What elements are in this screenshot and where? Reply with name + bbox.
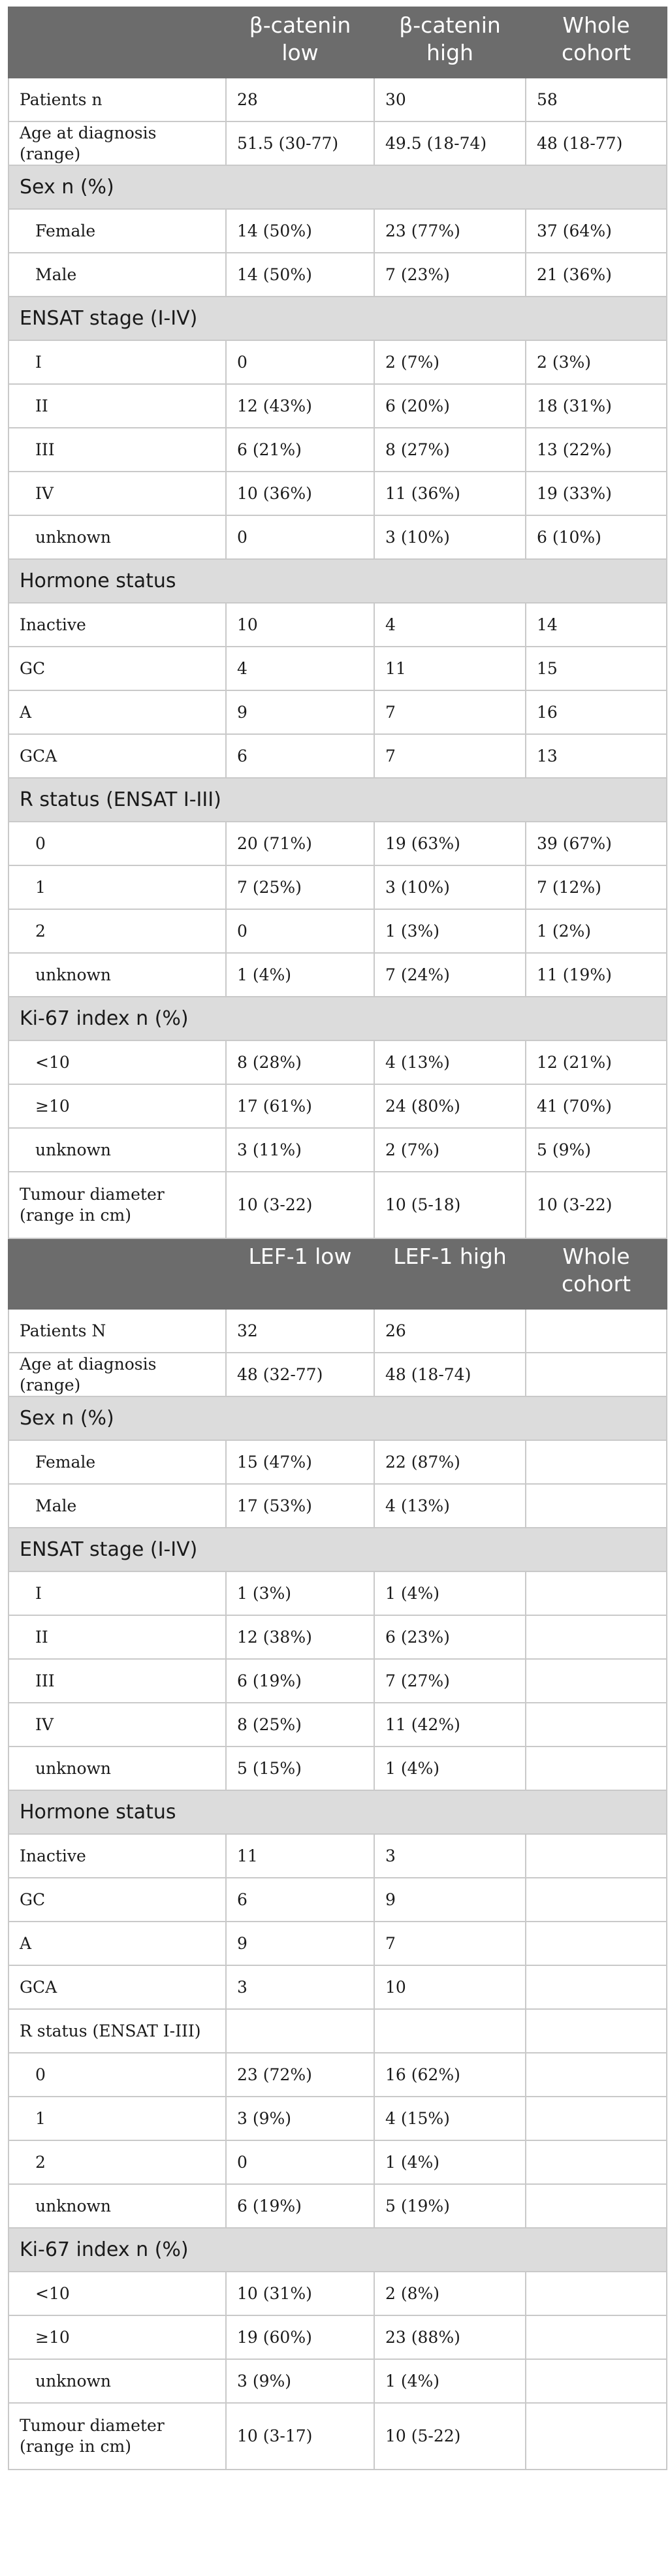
table2-section-row [8, 1396, 667, 1440]
row-label: unknown [8, 1128, 226, 1172]
table-cell [526, 2403, 667, 2470]
cohort-table [8, 7, 667, 2470]
table1-table-row [8, 734, 667, 778]
table-cell: 3 [374, 1834, 526, 1878]
table-cell: 12 (38%) [226, 1615, 374, 1659]
row-label: A [8, 1922, 226, 1965]
table-cell [526, 1353, 667, 1396]
table1-table-row [8, 690, 667, 734]
section-heading: Sex n (%) [8, 1396, 667, 1440]
table-cell: 9 [374, 1878, 526, 1922]
table-cell [526, 1659, 667, 1703]
table1-section-row [8, 778, 667, 822]
table-cell: 7 [374, 734, 526, 778]
table-cell: 7 [374, 690, 526, 734]
table-cell: 13 [526, 734, 667, 778]
table1-table-row [8, 909, 667, 953]
table-cell: 41 (70%) [526, 1084, 667, 1128]
table2-header-row [8, 1238, 667, 1309]
table2-table-row [8, 2315, 667, 2359]
row-label: 1 [8, 865, 226, 909]
table-cell: 7 (25%) [226, 865, 374, 909]
table-cell [526, 2272, 667, 2315]
table-cell [526, 2053, 667, 2097]
table-cell: 14 [526, 603, 667, 647]
table-cell: 11 (19%) [526, 953, 667, 997]
section-heading: Hormone status [8, 1790, 667, 1834]
table2-section-row [8, 1790, 667, 1834]
table-cell [526, 1922, 667, 1965]
table2-column-header: Whole cohort [526, 1238, 667, 1309]
table-cell: 3 (9%) [226, 2359, 374, 2403]
table-cell: 32 [226, 1309, 374, 1353]
table-cell: 12 (43%) [226, 384, 374, 428]
table-cell [526, 2009, 667, 2053]
section-heading: Sex n (%) [8, 165, 667, 209]
row-label: II [8, 1615, 226, 1659]
table2-table-row [8, 1571, 667, 1615]
table-cell: 1 (3%) [374, 909, 526, 953]
table-cell: 0 [226, 2140, 374, 2184]
table-cell: 1 (4%) [374, 2359, 526, 2403]
table1-column-header: β-catenin low [226, 7, 374, 78]
table-cell: 4 (13%) [374, 1484, 526, 1528]
row-label: <10 [8, 2272, 226, 2315]
table-cell: 7 (23%) [374, 253, 526, 297]
table-cell: 6 (10%) [526, 515, 667, 559]
table-cell: 0 [226, 340, 374, 384]
table-cell: 11 (36%) [374, 472, 526, 515]
table1-header-row [8, 7, 667, 78]
table-cell: 1 (4%) [374, 1571, 526, 1615]
table-cell: 8 (28%) [226, 1040, 374, 1084]
table1-table-row [8, 209, 667, 253]
table-cell: 21 (36%) [526, 253, 667, 297]
table-cell: 8 (25%) [226, 1703, 374, 1747]
table-cell: 1 (4%) [226, 953, 374, 997]
table-cell: 48 (32-77) [226, 1353, 374, 1396]
table-cell: 3 (10%) [374, 515, 526, 559]
row-label: Male [8, 253, 226, 297]
table2-table-row [8, 1878, 667, 1922]
table2-table-row [8, 1922, 667, 1965]
table2-table-row [8, 1440, 667, 1484]
row-label: 0 [8, 2053, 226, 2097]
table1-table-row [8, 384, 667, 428]
section-heading: R status (ENSAT I-III) [8, 778, 667, 822]
table-cell [526, 2184, 667, 2228]
row-label: ≥10 [8, 1084, 226, 1128]
row-label: unknown [8, 515, 226, 559]
table-cell: 2 (7%) [374, 1128, 526, 1172]
table1-table-row [8, 340, 667, 384]
table-cell: 48 (18-74) [374, 1353, 526, 1396]
table-cell [526, 2315, 667, 2359]
table-cell: 4 (15%) [374, 2097, 526, 2140]
row-label: GCA [8, 1965, 226, 2009]
row-label: Patients n [8, 78, 226, 121]
table-cell: 6 [226, 1878, 374, 1922]
table2-table-row [8, 2403, 667, 2470]
table-cell [526, 2140, 667, 2184]
table1-column-header [8, 7, 226, 78]
table-cell: 6 (21%) [226, 428, 374, 472]
table-cell: 30 [374, 78, 526, 121]
section-heading: Hormone status [8, 559, 667, 603]
table-cell: 6 (19%) [226, 2184, 374, 2228]
table1-table-row [8, 822, 667, 865]
table-cell: 5 (15%) [226, 1747, 374, 1790]
table1-table-row [8, 1084, 667, 1128]
table-cell: 5 (19%) [374, 2184, 526, 2228]
row-label: 2 [8, 2140, 226, 2184]
table-cell: 6 [226, 734, 374, 778]
table-cell: 16 [526, 690, 667, 734]
table-cell: 1 (2%) [526, 909, 667, 953]
table-cell: 0 [226, 515, 374, 559]
table-cell: 14 (50%) [226, 253, 374, 297]
row-label: A [8, 690, 226, 734]
row-label: unknown [8, 1747, 226, 1790]
table-cell: 19 (33%) [526, 472, 667, 515]
table-cell: 11 (42%) [374, 1703, 526, 1747]
table1-table-row [8, 865, 667, 909]
table1-table-row [8, 253, 667, 297]
cohort-table-body [8, 7, 667, 2470]
table2-table-row [8, 1834, 667, 1878]
table1-table-row [8, 1172, 667, 1238]
table2-column-header: LEF-1 high [374, 1238, 526, 1309]
table2-table-row [8, 2140, 667, 2184]
table2-table-row [8, 1309, 667, 1353]
table2-column-header: LEF-1 low [226, 1238, 374, 1309]
table2-table-row [8, 1659, 667, 1703]
table2-table-row [8, 2272, 667, 2315]
row-label: Inactive [8, 1834, 226, 1878]
row-label: III [8, 428, 226, 472]
table1-table-row [8, 428, 667, 472]
table-cell: 6 (20%) [374, 384, 526, 428]
row-label: Male [8, 1484, 226, 1528]
table-cell [526, 1878, 667, 1922]
table1-table-row [8, 1040, 667, 1084]
row-label: I [8, 1571, 226, 1615]
row-label: Tumour diameter (range in cm) [8, 1172, 226, 1238]
table-cell: 5 (9%) [526, 1128, 667, 1172]
table-cell: 7 (24%) [374, 953, 526, 997]
table1-section-row [8, 997, 667, 1040]
table-cell: 16 (62%) [374, 2053, 526, 2097]
row-label: II [8, 384, 226, 428]
table2-table-row [8, 2097, 667, 2140]
table1-table-row [8, 603, 667, 647]
table-cell: 19 (60%) [226, 2315, 374, 2359]
section-heading: Ki-67 index n (%) [8, 997, 667, 1040]
table-cell [526, 1703, 667, 1747]
table1-section-row [8, 559, 667, 603]
table-cell: 20 (71%) [226, 822, 374, 865]
table-cell [526, 1440, 667, 1484]
table-cell: 13 (22%) [526, 428, 667, 472]
table-cell [526, 1965, 667, 2009]
row-label: GC [8, 647, 226, 690]
row-label: ≥10 [8, 2315, 226, 2359]
table-cell: 3 (10%) [374, 865, 526, 909]
table1-column-header: Whole cohort [526, 7, 667, 78]
row-label: Inactive [8, 603, 226, 647]
table2-table-row [8, 1703, 667, 1747]
row-label: Tumour diameter (range in cm) [8, 2403, 226, 2470]
row-label: GCA [8, 734, 226, 778]
table-cell: 48 (18-77) [526, 121, 667, 165]
table-cell: 4 (13%) [374, 1040, 526, 1084]
row-label: IV [8, 1703, 226, 1747]
table-cell: 6 (23%) [374, 1615, 526, 1659]
table-cell: 10 (3-22) [526, 1172, 667, 1238]
table-cell [526, 2359, 667, 2403]
table-cell: 10 [226, 603, 374, 647]
row-label: III [8, 1659, 226, 1703]
table2-table-row [8, 1353, 667, 1396]
table-cell: 10 (5-18) [374, 1172, 526, 1238]
row-label: unknown [8, 953, 226, 997]
row-label: Age at diagnosis (range) [8, 1353, 226, 1396]
row-label: I [8, 340, 226, 384]
row-label: unknown [8, 2184, 226, 2228]
table-cell: 58 [526, 78, 667, 121]
table-cell: 18 (31%) [526, 384, 667, 428]
row-label: 0 [8, 822, 226, 865]
table2-section-row [8, 2228, 667, 2272]
table-cell: 6 (19%) [226, 1659, 374, 1703]
row-label: Female [8, 1440, 226, 1484]
table2-table-row [8, 1484, 667, 1528]
row-label: 2 [8, 909, 226, 953]
table-cell: 39 (67%) [526, 822, 667, 865]
table-cell: 28 [226, 78, 374, 121]
table-cell: 23 (88%) [374, 2315, 526, 2359]
table-cell: 1 (4%) [374, 1747, 526, 1790]
row-label: Patients N [8, 1309, 226, 1353]
table-cell: 2 (8%) [374, 2272, 526, 2315]
table-cell: 0 [226, 909, 374, 953]
table-cell: 3 (9%) [226, 2097, 374, 2140]
table-cell: 4 [374, 603, 526, 647]
table-cell [526, 1615, 667, 1659]
row-label: unknown [8, 2359, 226, 2403]
table-cell: 17 (61%) [226, 1084, 374, 1128]
table-cell: 19 (63%) [374, 822, 526, 865]
table-cell: 4 [226, 647, 374, 690]
table2-table-row [8, 2053, 667, 2097]
table-cell [526, 1834, 667, 1878]
table2-table-row [8, 1965, 667, 2009]
table-cell: 10 (3-17) [226, 2403, 374, 2470]
section-heading: ENSAT stage (I-IV) [8, 297, 667, 340]
table1-table-row [8, 472, 667, 515]
table2-section-row [8, 1528, 667, 1571]
row-label: Female [8, 209, 226, 253]
table2-table-row [8, 2359, 667, 2403]
table-cell: 11 [374, 647, 526, 690]
row-label: R status (ENSAT I-III) [8, 2009, 226, 2053]
table-cell: 10 (31%) [226, 2272, 374, 2315]
row-label: GC [8, 1878, 226, 1922]
table1-table-row [8, 515, 667, 559]
table-cell: 10 (5-22) [374, 2403, 526, 2470]
table2-table-row [8, 1615, 667, 1659]
table-cell: 37 (64%) [526, 209, 667, 253]
table-cell: 7 [374, 1922, 526, 1965]
table-cell [226, 2009, 374, 2053]
table-cell [526, 1484, 667, 1528]
row-label: <10 [8, 1040, 226, 1084]
table-cell: 3 (11%) [226, 1128, 374, 1172]
table-cell: 26 [374, 1309, 526, 1353]
table-cell: 1 (4%) [374, 2140, 526, 2184]
table-cell: 11 [226, 1834, 374, 1878]
table-cell: 51.5 (30-77) [226, 121, 374, 165]
table-cell: 10 (3-22) [226, 1172, 374, 1238]
row-label: Age at diagnosis (range) [8, 121, 226, 165]
table-cell: 8 (27%) [374, 428, 526, 472]
table2-column-header [8, 1238, 226, 1309]
table2-table-row [8, 2184, 667, 2228]
table-cell: 10 [374, 1965, 526, 2009]
table-cell [526, 1309, 667, 1353]
table1-table-row [8, 647, 667, 690]
table-cell: 23 (77%) [374, 209, 526, 253]
table-cell: 24 (80%) [374, 1084, 526, 1128]
table1-table-row [8, 78, 667, 121]
table-cell [526, 1571, 667, 1615]
row-label: IV [8, 472, 226, 515]
table1-column-header: β-catenin high [374, 7, 526, 78]
table1-table-row [8, 953, 667, 997]
table-cell: 14 (50%) [226, 209, 374, 253]
row-label: 1 [8, 2097, 226, 2140]
table-cell: 1 (3%) [226, 1571, 374, 1615]
table1-section-row [8, 297, 667, 340]
table-cell: 10 (36%) [226, 472, 374, 515]
table-cell: 3 [226, 1965, 374, 2009]
table-cell [374, 2009, 526, 2053]
table-cell: 12 (21%) [526, 1040, 667, 1084]
table1-table-row [8, 121, 667, 165]
table-cell: 9 [226, 690, 374, 734]
table-cell: 49.5 (18-74) [374, 121, 526, 165]
table-cell: 15 [526, 647, 667, 690]
table-cell: 15 (47%) [226, 1440, 374, 1484]
table2-table-row [8, 2009, 667, 2053]
table-cell: 2 (7%) [374, 340, 526, 384]
table-cell: 7 (12%) [526, 865, 667, 909]
table-cell: 22 (87%) [374, 1440, 526, 1484]
table-cell: 17 (53%) [226, 1484, 374, 1528]
table-cell [526, 1747, 667, 1790]
section-heading: Ki-67 index n (%) [8, 2228, 667, 2272]
table-cell: 9 [226, 1922, 374, 1965]
table-cell: 7 (27%) [374, 1659, 526, 1703]
table-cell: 23 (72%) [226, 2053, 374, 2097]
table1-table-row [8, 1128, 667, 1172]
table1-section-row [8, 165, 667, 209]
table2-table-row [8, 1747, 667, 1790]
table-cell: 2 (3%) [526, 340, 667, 384]
table-cell [526, 2097, 667, 2140]
section-heading: ENSAT stage (I-IV) [8, 1528, 667, 1571]
